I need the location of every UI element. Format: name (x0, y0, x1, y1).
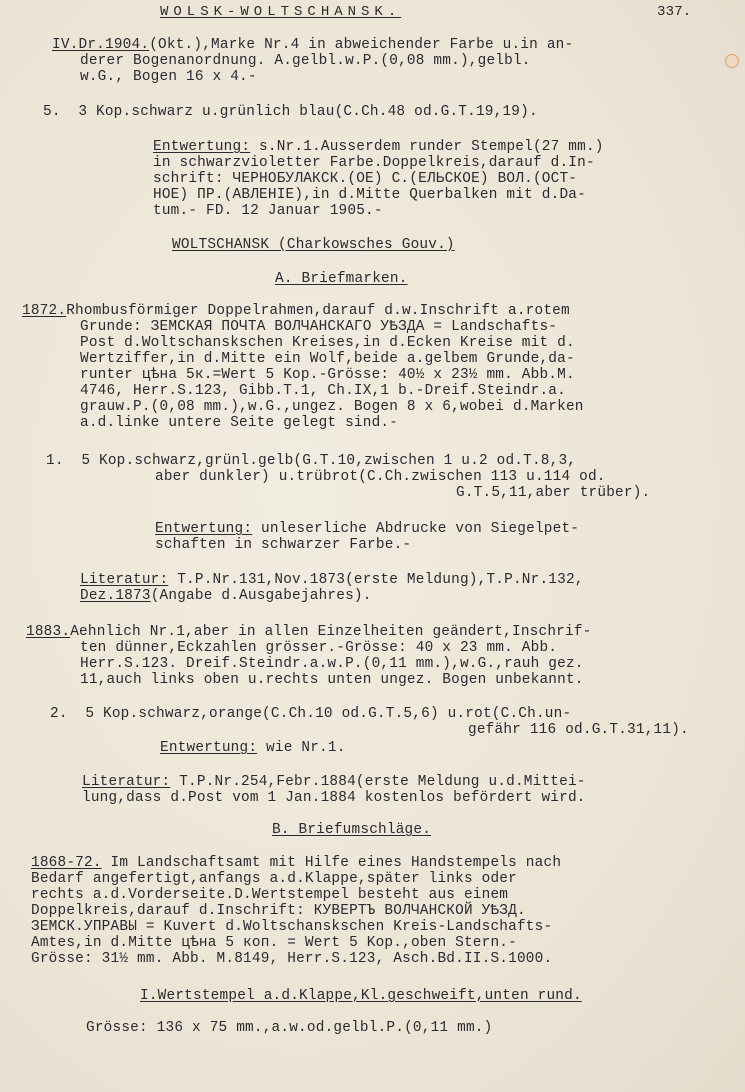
paragraph-line: 1872.Rhombusförmiger Doppelrahmen,darauf d.w.Inschrift a.rotem (22, 303, 570, 319)
stamp-entry: 1. 5 Kop.schwarz,grünl.gelb(G.T.10,zwischen 1 u.2 od.T.8,3, (46, 453, 577, 469)
paragraph-line: grauw.P.(0,08 mm.),w.G.,ungez. Bogen 8 x 6,wobei d.Marken (80, 399, 584, 415)
paragraph-line: w.G., Bogen 16 x 4.- (80, 69, 257, 85)
paragraph-line: Bedarf angefertigt,anfangs a.d.Klappe,später links oder (31, 871, 517, 887)
paragraph-line: Wertziffer,in d.Mitte ein Wolf,beide a.gelbem Grunde,da- (80, 351, 575, 367)
header-title: WOLSK-WOLTSCHANSK. (160, 4, 402, 20)
cancellation-line: in schwarzvioletter Farbe.Doppelkreis,darauf d.In- (153, 155, 595, 171)
paragraph-line: ten dünner,Eckzahlen grösser.-Grösse: 40 x 23 mm. Abb. (80, 640, 558, 656)
stamp-entry: G.T.5,11,aber trüber). (456, 485, 651, 501)
paragraph-line: Doppelkreis,darauf d.Inschrift: КУВЕРТЪ ВОЛЧАНСКОЙ УѢЗД. (31, 903, 526, 919)
literature-line: Literatur: T.P.Nr.254,Febr.1884(erste Meldung u.d.Mittei- (82, 774, 586, 790)
paragraph-line: runter цѣна 5к.=Wert 5 Kop.-Grösse: 40½ x 23½ mm. Abb.M. (80, 367, 575, 383)
stamp-entry: 5. 3 Kop.schwarz u.grünlich blau(C.Ch.48 od.G.T.19,19). (43, 104, 538, 120)
paragraph-line: Amtes,in d.Mitte цѣна 5 коп. = Wert 5 Kop.,oben Stern.- (31, 935, 517, 951)
hole-punch-mark (725, 54, 739, 68)
cancellation-line: schrift: ЧЕРНОБУЛАКСК.(ОЕ) С.(ЕЛЬСКОЕ) ВОЛ.(ОСТ- (153, 171, 578, 187)
cancellation-line: Entwertung: s.Nr.1.Ausserdem runder Stempel(27 mm.) (153, 139, 604, 155)
subsection-heading: A. Briefmarken. (275, 271, 408, 287)
page-number: 337. (657, 4, 692, 20)
paragraph-line: ЗЕМСК.УПРАВЫ = Kuvert d.Woltschanskschen Kreis-Landschafts- (31, 919, 553, 935)
literature-line: Literatur: T.P.Nr.131,Nov.1873(erste Meldung),T.P.Nr.132, (80, 572, 584, 588)
cancellation-line: НОЕ) ПР.(АВЛЕНІЕ),in d.Mitte Querbalken mit d.Da- (153, 187, 586, 203)
paragraph-line: 1883.Aehnlich Nr.1,aber in allen Einzelheiten geändert,Inschrif- (26, 624, 592, 640)
paragraph-line: rechts a.d.Vorderseite.D.Wertstempel besteht aus einem (31, 887, 509, 903)
literature-line: lung,dass d.Post vom 1 Jan.1884 kostenlos befördert wird. (82, 790, 586, 806)
paragraph-line: Post d.Woltschanskschen Kreises,in d.Ecken Kreise mit d. (80, 335, 575, 351)
paragraph-line: 11,auch links oben u.rechts unten ungez. Bogen unbekannt. (80, 672, 584, 688)
paragraph-line: 1868-72. Im Landschaftsamt mit Hilfe eines Handstempels nach (31, 855, 562, 871)
cancellation-line: Entwertung: wie Nr.1. (160, 740, 346, 756)
paragraph-line: Grunde: ЗЕМСКАЯ ПОЧТА ВОЛЧАНСКАГО УѢЗДА = Landschafts- (80, 319, 558, 335)
paragraph-line: Herr.S.123. Dreif.Steindr.a.w.P.(0,11 mm.),w.G.,rauh gez. (80, 656, 584, 672)
paragraph-line: 4746, Herr.S.123, Gibb.T.1, Ch.IX,1 b.-Dreif.Steindr.a. (80, 383, 566, 399)
cancellation-line: schaften in schwarzer Farbe.- (155, 537, 412, 553)
subsection-heading: B. Briefumschläge. (272, 822, 432, 838)
paragraph-line: Grösse: 31½ mm. Abb. M.8149, Herr.S.123, Asch.Bd.II.S.1000. (31, 951, 553, 967)
section-heading: WOLTSCHANSK (Charkowsches Gouv.) (172, 237, 455, 253)
stamp-entry: 2. 5 Kop.schwarz,orange(C.Ch.10 od.G.T.5,6) u.rot(C.Ch.un- (50, 706, 572, 722)
page-header (160, 4, 401, 20)
cancellation-line: Entwertung: unleserliche Abdrucke von Siegelpet- (155, 521, 580, 537)
paragraph-line: Grösse: 136 x 75 mm.,a.w.od.gelbl.P.(0,11 mm.) (86, 1020, 493, 1036)
paragraph-line: IV.Dr.1904.(Okt.),Marke Nr.4 in abweichender Farbe u.in an- (52, 37, 574, 53)
subsection-heading: I.Wertstempel a.d.Klappe,Kl.geschweift,unten rund. (140, 988, 582, 1004)
cancellation-line: tum.- FD. 12 Januar 1905.- (153, 203, 383, 219)
paragraph-line: a.d.linke untere Seite gelegt sind.- (80, 415, 399, 431)
paragraph-line: derer Bogenanordnung. A.gelbl.w.P.(0,08 mm.),gelbl. (80, 53, 531, 69)
stamp-entry: aber dunkler) u.trübrot(C.Ch.zwischen 113 u.114 od. (155, 469, 606, 485)
literature-line: Dez.1873(Angabe d.Ausgabejahres). (80, 588, 372, 604)
stamp-entry: gefähr 116 od.G.T.31,11). (468, 722, 689, 738)
